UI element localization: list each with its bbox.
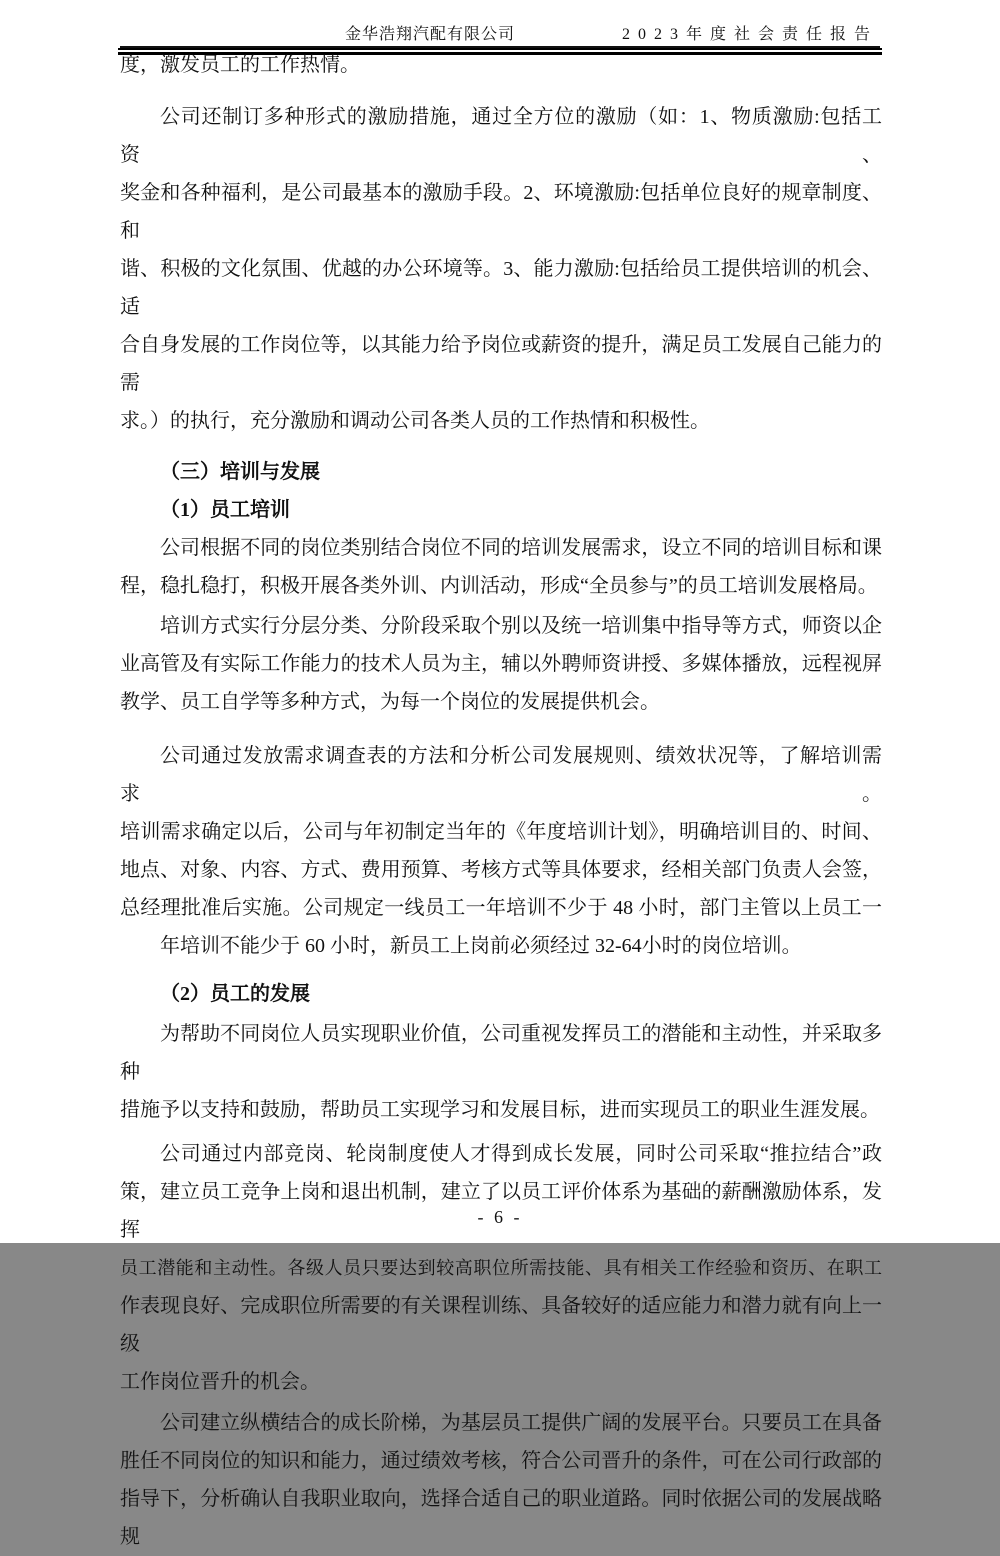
document-body <box>120 46 882 1556</box>
text-line: 为帮助不同岗位人员实现职业价值，公司重视发挥员工的潜能和主动性，并采取多种 <box>120 1023 882 1083</box>
page-number: - 6 - <box>477 1207 523 1227</box>
text-line: 程，稳扎稳打，积极开展各类外训、内训活动，形成“全员参与”的员工培训发展格局。 <box>120 575 878 597</box>
text-line: 教学、员工自学等多种方式，为每一个岗位的发展提供机会。 <box>120 691 660 713</box>
heading-text: （三）培训与发展 <box>160 461 320 483</box>
heading-text: （1）员工培训 <box>160 499 290 521</box>
paragraph <box>120 46 882 84</box>
paragraph <box>120 1015 882 1129</box>
text-line: 胜任不同岗位的知识和能力，通过绩效考核，符合公司晋升的条件，可在公司行政部的 <box>120 1450 882 1472</box>
text-line: 总经理批准后实施。公司规定一线员工一年培训不少于 48 小时，部门主管以上员工一 <box>120 897 882 919</box>
paragraph <box>120 529 882 605</box>
heading-text: （2）员工的发展 <box>160 983 310 1005</box>
text-line: 作表现良好、完成职位所需要的有关课程训练、具备较好的适应能力和潜力就有向上一级 <box>120 1295 882 1355</box>
paragraph <box>120 607 882 721</box>
text-line: 公司根据不同的岗位类别结合岗位不同的培训发展需求，设立不同的培训目标和课 <box>160 537 882 559</box>
text-line: 策，建立员工竞争上岗和退出机制，建立了以员工评价体系为基础的薪酬激励体系，发挥 <box>120 1181 882 1241</box>
paragraph <box>120 737 882 965</box>
paragraph <box>120 1404 882 1556</box>
text-line: 合自身发展的工作岗位等，以其能力给予岗位或薪资的提升，满足员工发展自己能力的需 <box>120 334 882 394</box>
text-line: 公司通过发放需求调查表的方法和分析公司发展规则、绩效状况等，了解培训需求。 <box>120 745 882 805</box>
section-heading <box>120 975 882 1013</box>
text-line: 求。）的执行，充分激励和调动公司各类人员的工作热情和积极性。 <box>120 410 710 432</box>
paragraph <box>120 1135 882 1401</box>
text-line: 措施予以支持和鼓励，帮助员工实现学习和发展目标，进而实现员工的职业生涯发展。 <box>120 1099 880 1121</box>
page-header <box>120 25 880 48</box>
text-line: 谐、积极的文化氛围、优越的办公环境等。3、能力激励:包括给员工提供培训的机会、适 <box>120 258 882 318</box>
header-report-title: 2023年度社会责任报告 <box>621 26 878 43</box>
section-heading <box>120 491 882 529</box>
text-line: 公司建立纵横结合的成长阶梯，为基层员工提供广阔的发展平台。只要员工在具备 <box>160 1412 882 1434</box>
text-line: 培训需求确定以后，公司与年初制定当年的《年度培训计划》，明确培训目的、时间、 <box>120 821 882 843</box>
text-line: 度，激发员工的工作热情。 <box>120 54 360 76</box>
text-line: 公司还制订多种形式的激励措施，通过全方位的激励（如：1、物质激励:包括工资、 <box>120 106 882 166</box>
text-line: 业高管及有实际工作能力的技术人员为主，辅以外聘师资讲授、多媒体播放，远程视屏 <box>120 653 882 675</box>
text-line: 年培训不能少于 60 小时，新员工上岗前必须经过 32-64小时的岗位培训。 <box>160 935 802 957</box>
header-company-name: 金华浩翔汽配有限公司 <box>345 26 516 43</box>
text-line: 培训方式实行分层分类、分阶段采取个别以及统一培训集中指导等方式，师资以企 <box>160 615 882 637</box>
text-line: 公司通过内部竞岗、轮岗制度使人才得到成长发展，同时公司采取“推拉结合”政 <box>160 1143 882 1165</box>
paragraph <box>120 98 882 440</box>
text-line: 工作岗位晋升的机会。 <box>120 1371 320 1393</box>
text-line: 指导下，分析确认自我职业取向，选择合适自己的职业道路。同时依据公司的发展战略规 <box>120 1488 882 1548</box>
text-line: 员工潜能和主动性。各级人员只要达到较高职位所需技能、具有相关工作经验和资历、在职工 <box>120 1258 882 1278</box>
text-line: 地点、对象、内容、方式、费用预算、考核方式等具体要求，经相关部门负责人会签， <box>120 859 882 881</box>
section-heading <box>120 453 882 491</box>
text-line: 奖金和各种福利，是公司最基本的激励手段。2、环境激励:包括单位良好的规章制度、和 <box>120 182 882 242</box>
